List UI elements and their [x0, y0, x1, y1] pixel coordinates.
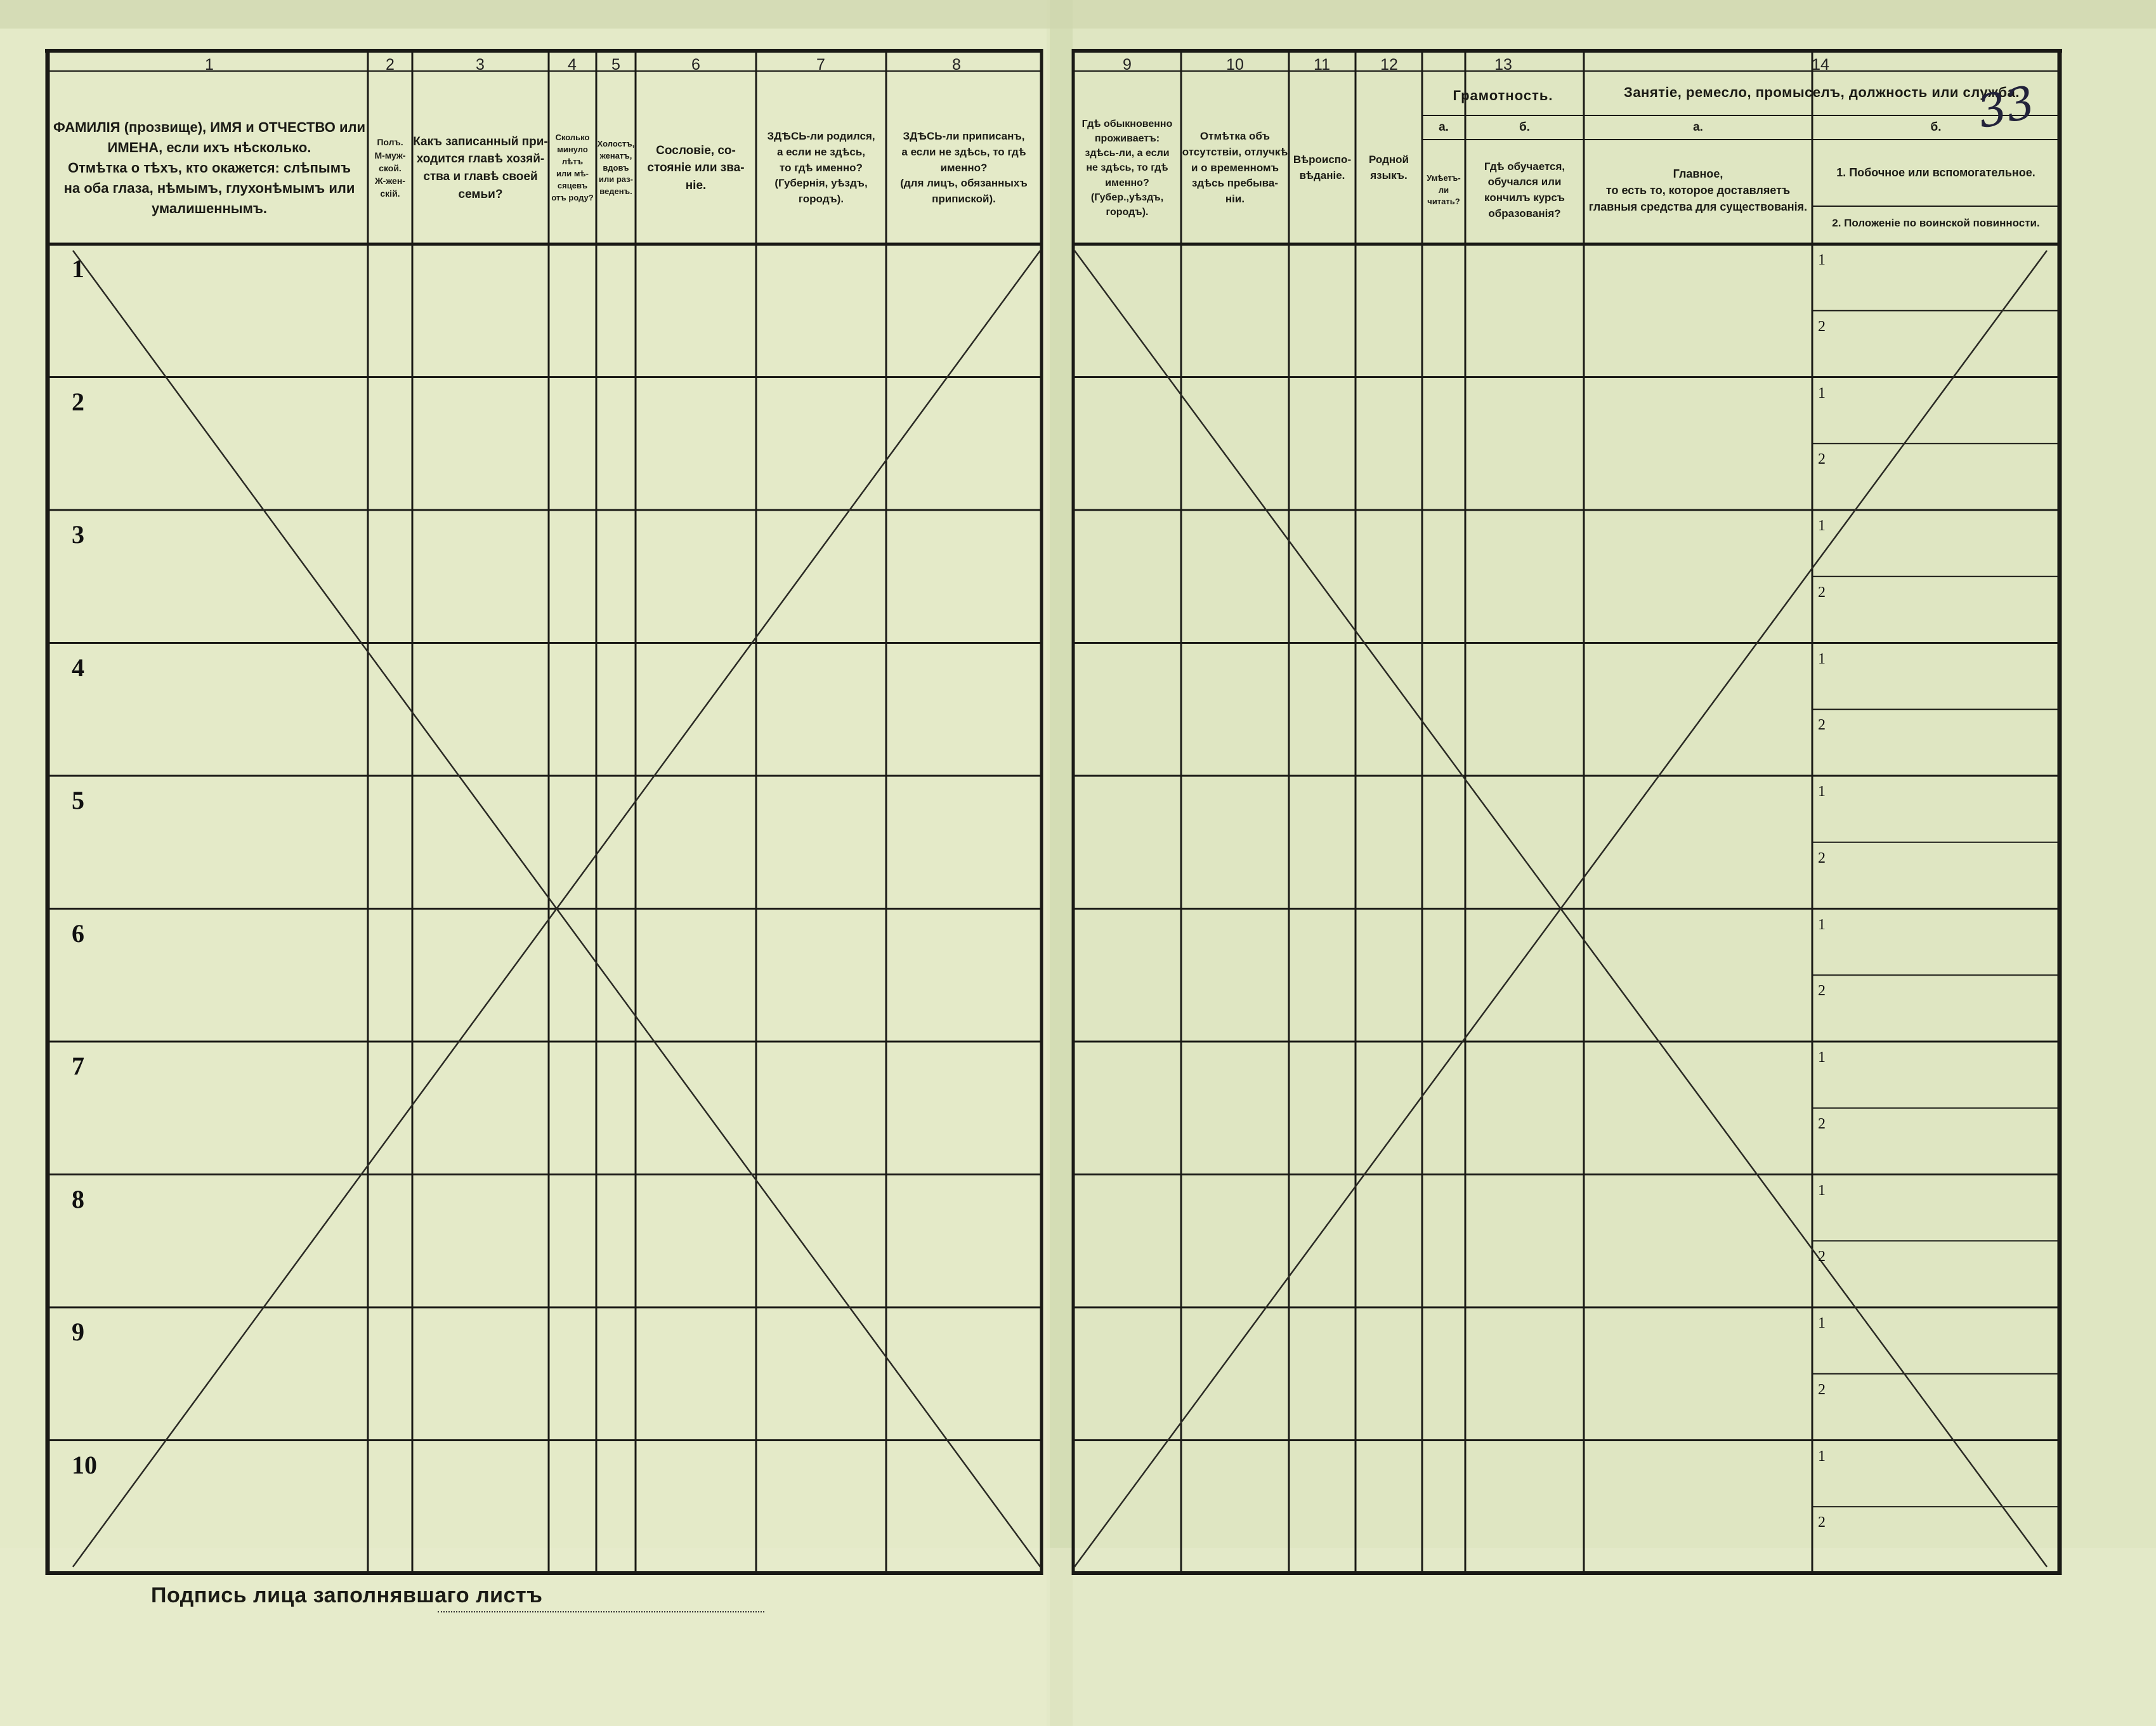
col-number: 13: [1494, 56, 1512, 74]
signature-line: [438, 1611, 764, 1612]
col-number: 7: [816, 56, 825, 74]
row-number: 6: [72, 919, 84, 948]
row-number: 4: [72, 653, 84, 682]
header-birthplace: ЗДѢСЬ-ли родился, а если не здѣсь, то гдѣ именно? (Губернія, уѣздъ, городъ).: [767, 130, 875, 205]
header-registration: ЗДѢСЬ-ли приписанъ, а если не здѣсь, то гдѣ именно? (для лицъ, обязанныхъ припиской).: [900, 130, 1028, 205]
occupation-sub-label: 1: [1818, 384, 1826, 402]
header-residence: Гдѣ обыкновенно проживаетъ: здѣсь-ли, а если не здѣсь, то гдѣ именно? (Губер.,уѣздъ, городъ).: [1081, 118, 1173, 218]
center-fold: [1050, 0, 1073, 1726]
header-occupation-a: а.: [1693, 121, 1703, 134]
occupation-sub-label: 2: [1818, 717, 1826, 734]
header-main-occupation: Главное, то есть то, которое доставляетъ главныя средства для существованія.: [1588, 167, 1808, 214]
header-language: Родной языкъ.: [1369, 154, 1409, 181]
col-number: 12: [1380, 56, 1398, 74]
header-absence: Отмѣтка объ отсутствіи, отлучкѣ и о временномъ здѣсь пребыва- ніи.: [1182, 130, 1288, 205]
occupation-sub-label: 2: [1818, 451, 1826, 468]
occupation-sub-label: 1: [1818, 1049, 1826, 1066]
occupation-sub-label: 1: [1818, 518, 1826, 534]
row-number: 3: [72, 520, 84, 549]
occupation-sub-label: 1: [1818, 1315, 1826, 1331]
occupation-sub-label: 1: [1818, 916, 1826, 933]
header-age: Сколько минуло лѣтъ или мѣ- сяцевъ отъ роду?: [551, 133, 594, 202]
header-literacy: Грамотность.: [1453, 88, 1553, 104]
header-military-status: 2. Положеніе по воинской повинности.: [1832, 217, 2040, 230]
occupation-sub-label: 2: [1818, 1514, 1826, 1531]
row-number: 7: [72, 1052, 84, 1080]
header-literacy-b: б.: [1519, 121, 1530, 134]
occupation-sub-label: 2: [1818, 584, 1826, 601]
row-number: 9: [72, 1317, 84, 1346]
occupation-sub-label: 1: [1818, 252, 1826, 268]
occupation-sub-label: 1: [1818, 650, 1826, 667]
row-number: 2: [72, 387, 84, 416]
col-number: 3: [476, 56, 485, 74]
header-marital: Холостъ, женатъ, вдовъ или раз- веденъ.: [597, 138, 635, 197]
header-relation: Какъ записанный при- ходится главѣ хозяй- ства и главѣ своей семьи?: [413, 134, 548, 201]
occupation-sub-label: 1: [1818, 1448, 1826, 1465]
header-sex: Полъ. М-муж- ской. Ж-жен- скій.: [374, 137, 406, 199]
col-number: 1: [205, 56, 214, 74]
occupation-sub-label: 2: [1818, 983, 1826, 1000]
col-number: 9: [1123, 56, 1132, 74]
header-can-read: Умѣетъ- ли читать?: [1427, 173, 1461, 207]
col-number: 6: [691, 56, 700, 74]
occupation-sub-label: 2: [1818, 1381, 1826, 1398]
signature-label: Подпись лица заполнявшаго листъ: [151, 1583, 543, 1607]
row-number: 1: [72, 254, 84, 283]
occupation-sub-label: 1: [1818, 1182, 1826, 1199]
header-estate: Сословіе, со- стояніе или зва- ніе.: [647, 143, 745, 192]
header-secondary-occupation: 1. Побочное или вспомогательное.: [1836, 166, 2035, 180]
occupation-sub-label: 2: [1818, 1248, 1826, 1265]
header-occupation: Занятіе, ремесло, промыселъ, должность или служба.: [1624, 84, 2020, 101]
row-number: 5: [72, 786, 84, 814]
header-literacy-a: а.: [1439, 121, 1449, 134]
paper-right-leaf: [1047, 0, 2156, 1726]
row-number: 8: [72, 1184, 84, 1213]
header-education: Гдѣ обучается, обучался или кончилъ курсъ образованія?: [1484, 160, 1565, 219]
col-number: 14: [1812, 56, 1829, 74]
col-number: 10: [1226, 56, 1244, 74]
top-edge: [0, 0, 2156, 29]
col-number: 8: [952, 56, 961, 74]
col-number: 2: [386, 56, 395, 74]
header-occupation-b: б.: [1930, 121, 1942, 134]
header-religion: Вѣроиспо- вѣданіе.: [1293, 154, 1352, 181]
occupation-sub-label: 2: [1818, 318, 1826, 335]
occupation-sub-label: 2: [1818, 1115, 1826, 1132]
occupation-sub-label: 1: [1818, 783, 1826, 800]
row-number: 10: [72, 1450, 97, 1479]
handwritten-page-number: 33: [1973, 75, 2039, 139]
occupation-sub-label: 2: [1818, 849, 1826, 866]
header-name: ФАМИЛІЯ (прозвище), ИМЯ и ОТЧЕСТВО или ИМЕНА, если ихъ нѣсколько. Отмѣтка о тѣхъ, кто окажется: слѣпымъ на оба глаза, нѣмымъ, глухонѣмымъ или умалишеннымъ.: [53, 119, 365, 216]
col-number: 4: [568, 56, 577, 74]
col-number: 5: [611, 56, 620, 74]
col-number: 11: [1314, 56, 1330, 74]
